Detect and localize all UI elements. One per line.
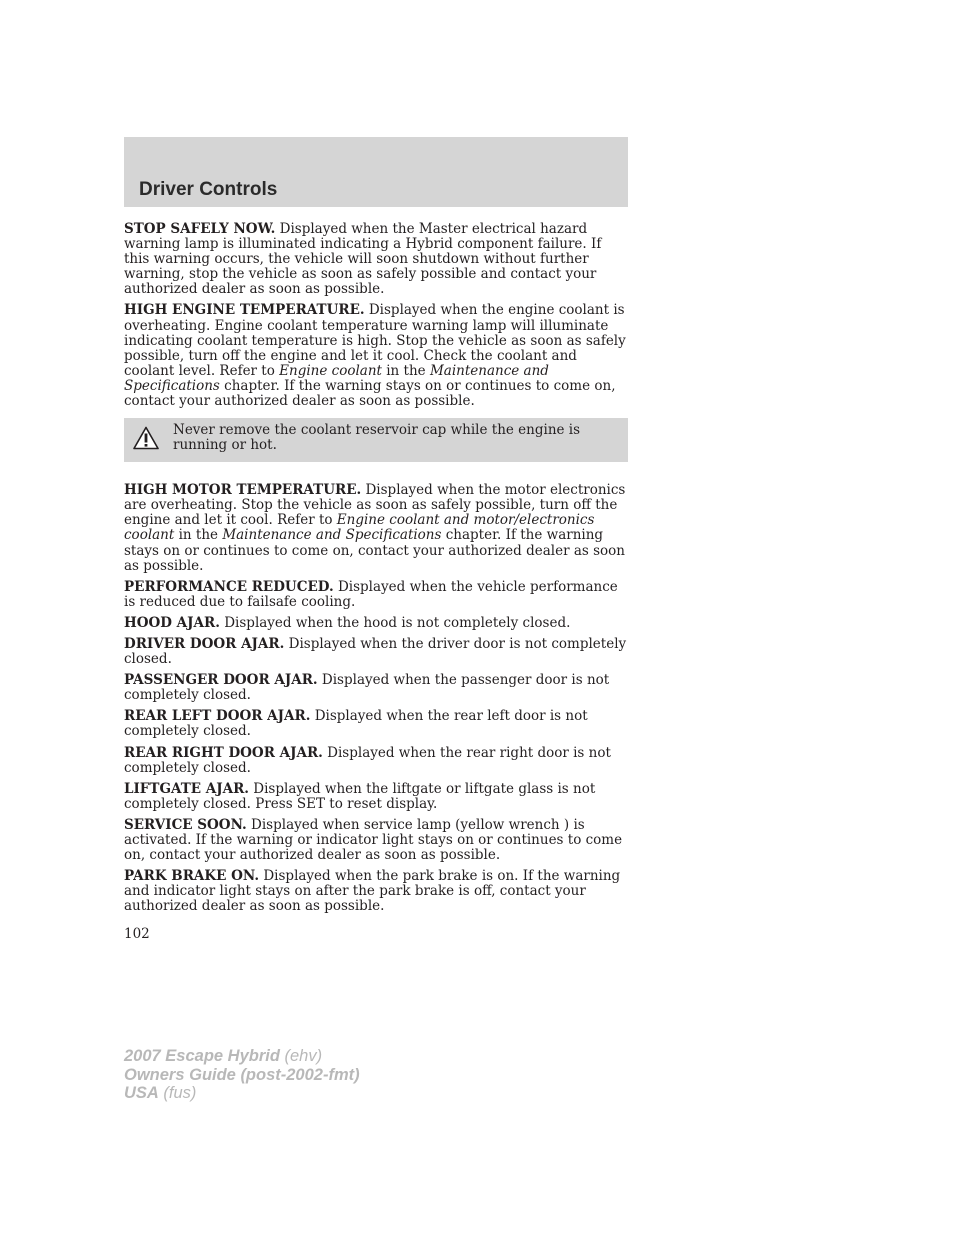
warning-triangle-icon (133, 426, 159, 450)
entry-high-engine-temperature: HIGH ENGINE TEMPERATURE. Displayed when the engine coolant is overheating. Engine coolant temperature warning lamp will illuminate indicating coolant temperature is high. Stop the vehicle as soon as safely possible, turn off the engine and let it cool. Check the coolant and coolant level. Refer to Engine coolant in the Maintenance and Specifications chapter. If the warning stays on or continues to come on, contact your authorized dealer as soon as possible. (124, 302, 626, 410)
section-header (124, 137, 628, 207)
warning-text: Never remove the coolant reservoir cap while the engine is running or hot. (173, 422, 581, 454)
entry-driver-door-ajar: DRIVER DOOR AJAR. Displayed when the driver door is not completely closed. (124, 635, 627, 668)
entry-high-motor-temperature: HIGH MOTOR TEMPERATURE. Displayed when the motor electronics are overheating. Stop the vehicle as soon as safely possible, turn off the engine and let it cool. Refer to Engine coolant and motor/electronics coolant in the Maintenance and Specifications chapter. If the warning stays on or continues to come on, contact your authorized dealer as soon as possible. (124, 482, 626, 574)
section-title: Driver Controls (139, 179, 278, 200)
entry-park-brake-on: PARK BRAKE ON. Displayed when the park brake is on. If the warning and indicator light stays on after the park brake is off, contact your authorized dealer as soon as possible. (124, 868, 621, 915)
warning-box (124, 418, 628, 462)
footer-line-1: 2007 Escape Hybrid (ehv) (124, 1047, 323, 1065)
entry-rear-right-door-ajar: REAR RIGHT DOOR AJAR. Displayed when the rear right door is not completely closed. (124, 744, 611, 776)
footer-line-3: USA (fus) (124, 1084, 197, 1102)
entry-liftgate-ajar: LIFTGATE AJAR. Displayed when the liftgate or liftgate glass is not completely closed. Press SET to reset display. (124, 780, 596, 812)
entry-hood-ajar: HOOD AJAR. Displayed when the hood is not completely closed. (124, 614, 571, 631)
entry-performance-reduced: PERFORMANCE REDUCED. Displayed when the vehicle performance is reduced due to failsafe cooling. (124, 578, 618, 610)
entry-stop-safely-now: STOP SAFELY NOW. Displayed when the Master electrical hazard warning lamp is illuminated indicating a Hybrid component failure. If this warning occurs, the vehicle will soon shutdown without further warning, stop the vehicle as soon as safely possible and contact your authorized dealer as soon as possible. (124, 221, 602, 298)
entry-service-soon: SERVICE SOON. Displayed when service lamp (yellow wrench ) is activated. If the warning or indicator light stays on or continues to come on, contact your authorized dealer as soon as possible. (124, 816, 623, 864)
page-number: 102 (124, 926, 150, 942)
page-content (124, 222, 628, 920)
entry-passenger-door-ajar: PASSENGER DOOR AJAR. Displayed when the passenger door is not completely closed. (124, 672, 610, 704)
document-footer (124, 1047, 360, 1103)
entries-group-a (124, 222, 628, 409)
entries-group-b (124, 483, 628, 914)
entry-rear-left-door-ajar: REAR LEFT DOOR AJAR. Displayed when the rear left door is not completely closed. (124, 708, 588, 740)
footer-line-2: Owners Guide (post-2002-fmt) (124, 1065, 360, 1084)
